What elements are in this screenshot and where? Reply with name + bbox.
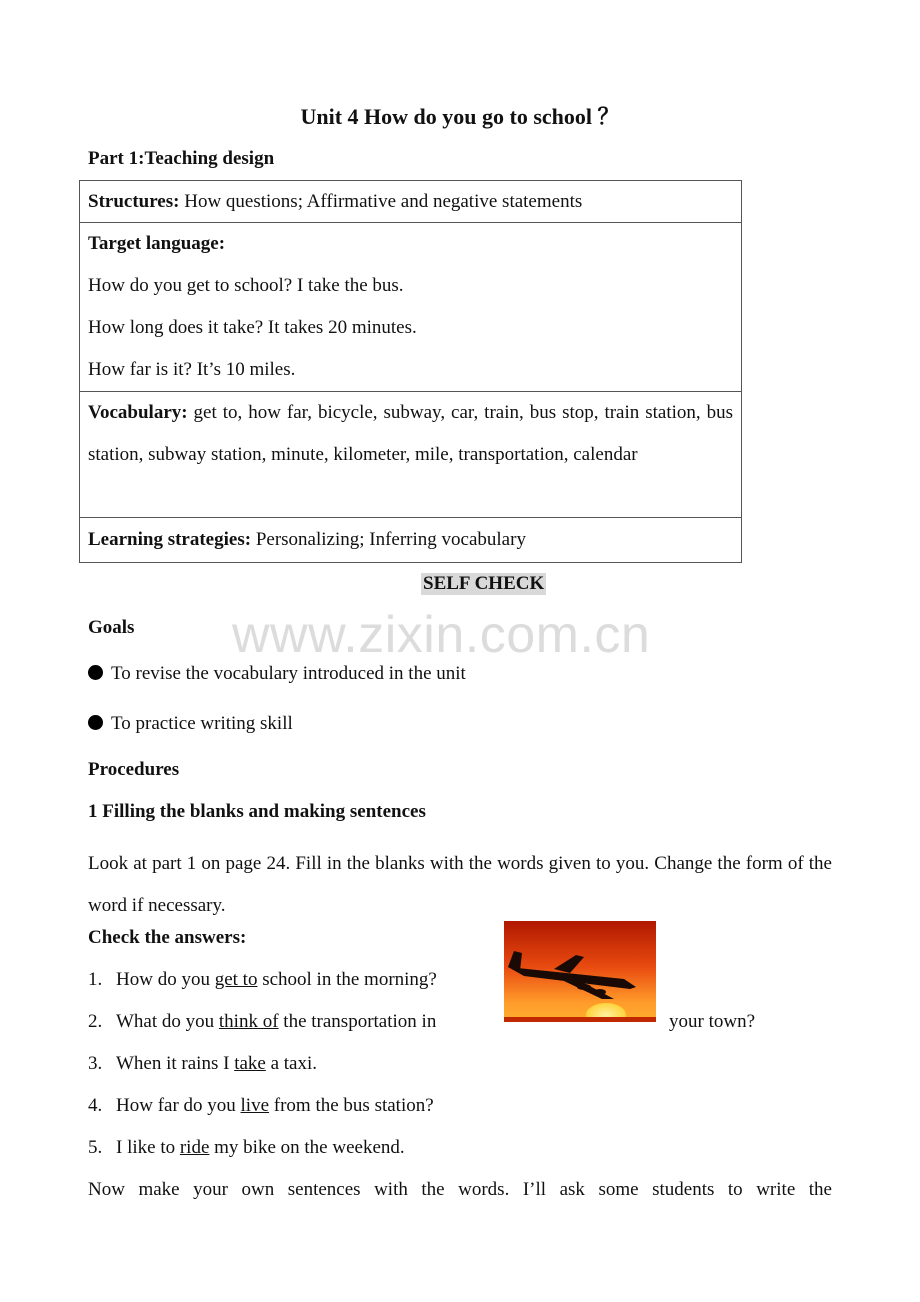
bullet-icon	[88, 665, 103, 680]
goal-text: To practice writing skill	[111, 713, 293, 734]
page-title: Unit 4 How do you go to school ？	[300, 104, 620, 129]
answer-text: What do you	[116, 1011, 219, 1032]
answer-text: my bike on the weekend.	[209, 1137, 405, 1158]
strategies-cell	[80, 518, 742, 563]
answer-number: 1.	[88, 969, 103, 990]
answer-word: live	[240, 1095, 270, 1116]
target-line: How far is it? It’s 10 miles.	[88, 359, 296, 380]
answer-item	[88, 1053, 317, 1075]
vocabulary-row	[80, 392, 742, 518]
structures-cell	[80, 181, 742, 223]
airplane-sunset-icon	[504, 921, 656, 1022]
answer-number: 4.	[88, 1095, 103, 1116]
goal-text: To revise the vocabulary introduced in the unit	[111, 663, 466, 684]
answer-text-tail: your town?	[669, 1011, 756, 1032]
teaching-design-table	[79, 180, 742, 563]
answer-item	[88, 1137, 405, 1159]
structures-row	[80, 181, 742, 223]
answer-number: 5.	[88, 1137, 103, 1158]
answer-word: take	[234, 1053, 266, 1074]
closing-paragraph: Now make your own sentences with the words. I’ll ask some students to write the	[88, 1179, 832, 1200]
answer-number: 2.	[88, 1011, 103, 1032]
answer-word: think of	[218, 1011, 279, 1032]
strategies-label: Learning strategies:	[88, 529, 252, 550]
bullet-icon	[88, 715, 103, 730]
answer-text: How far do you	[116, 1095, 241, 1116]
goals-heading: Goals	[88, 617, 135, 638]
answer-text: I like to	[116, 1137, 180, 1158]
part-heading: Part 1:Teaching design	[88, 148, 275, 169]
step1-heading: 1 Filling the blanks and making sentences	[88, 801, 426, 822]
answer-word: ride	[179, 1137, 210, 1158]
goal-item	[88, 713, 293, 735]
answer-text: When it rains I	[116, 1053, 235, 1074]
vocabulary-label: Vocabulary:	[88, 402, 188, 423]
answer-text: school in the morning?	[257, 969, 437, 990]
target-language-row	[80, 223, 742, 392]
target-line: How do you get to school? I take the bus.	[88, 275, 404, 296]
structures-label: Structures:	[88, 191, 180, 212]
strategies-row	[80, 518, 742, 563]
vocabulary-cell	[80, 392, 742, 518]
airplane-photo	[504, 921, 656, 1022]
check-answers-heading: Check the answers:	[88, 927, 247, 948]
answer-item	[88, 1011, 436, 1033]
answer-text: from the bus station?	[269, 1095, 434, 1116]
procedures-heading: Procedures	[88, 759, 180, 780]
self-check-heading: SELF CHECK	[423, 573, 545, 594]
vocabulary-text: get to, how far, bicycle, subway, car, train, bus stop, train station, bus station, subway station, minute, kilometer, mile, transportation, calendar	[88, 402, 733, 465]
target-language-cell	[80, 223, 742, 392]
goal-item	[88, 663, 466, 685]
watermark: www.zixin.com.cn	[232, 606, 651, 664]
answer-text: a taxi.	[265, 1053, 318, 1074]
target-label: Target language:	[88, 233, 226, 254]
answer-word: get to	[214, 969, 258, 990]
answer-text: How do you	[116, 969, 215, 990]
strategies-text: Personalizing; Inferring vocabulary	[251, 529, 526, 550]
answer-text: the transportation in	[278, 1011, 437, 1032]
answer-item	[88, 1095, 434, 1117]
answer-number: 3.	[88, 1053, 103, 1074]
target-line: How long does it take? It takes 20 minutes.	[88, 317, 417, 338]
step1-instructions: Look at part 1 on page 24. Fill in the blanks with the words given to you. Change the form of the word if necessary.	[88, 853, 832, 916]
structures-text: How questions; Affirmative and negative statements	[179, 191, 583, 212]
answer-item	[88, 969, 437, 991]
